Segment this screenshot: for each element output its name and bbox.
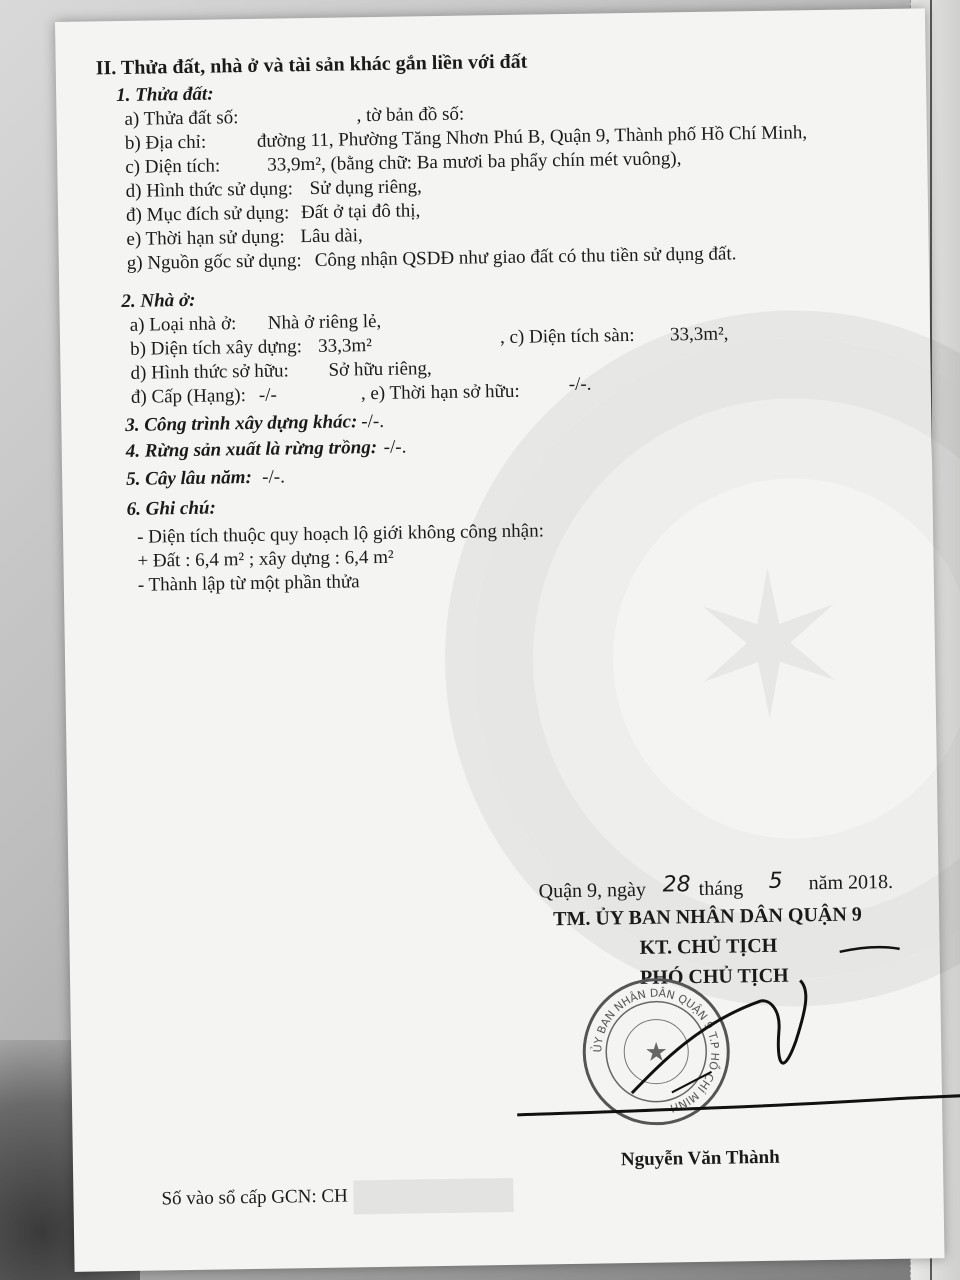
house-dd-label: đ) Cấp (Hạng): <box>130 385 247 408</box>
notes-line: + Đất : 6,4 m² ; xây dựng : 6,4 m² <box>137 546 394 572</box>
notes-line: - Thành lập từ một phần thửa <box>137 571 360 596</box>
house-dd-value: -/- <box>258 384 277 406</box>
house-heading: 2. Nhà ở: <box>121 289 196 312</box>
date-prefix: Quận 9, ngày <box>538 878 647 903</box>
redacted-registry-number <box>353 1178 514 1215</box>
house-d-label: d) Hình thức sở hữu: <box>130 360 290 384</box>
date-year: năm 2018. <box>808 870 894 895</box>
perennial-value: -/-. <box>262 466 286 488</box>
other-works-value: -/-. <box>361 410 385 433</box>
land-c-value: 33,9m², (bằng chữ: Ba mươi ba phẩy chín mét vuông), <box>267 148 682 176</box>
stamp-star-icon: ★ <box>644 1037 669 1067</box>
land-g-value: Công nhận QSDĐ như giao đất có thu tiền sử dụng đất. <box>314 243 737 271</box>
house-a-label: a) Loại nhà ở: <box>129 313 237 336</box>
house-b-value: 33,3m² <box>317 335 373 357</box>
date-month-label: tháng <box>698 877 744 900</box>
house-a-value: Nhà ở riêng lẻ, <box>267 310 382 334</box>
certificate-page <box>55 8 945 1272</box>
house-b-label: b) Diện tích xây dựng: <box>129 336 303 360</box>
land-b-value: đường 11, Phường Tăng Nhơn Phú B, Quận 9, Thành phố Hồ Chí Minh, <box>256 122 808 152</box>
notes-line: - Diện tích thuộc quy hoạch lộ giới không công nhận: <box>136 520 545 548</box>
other-works-heading: 3. Công trình xây dựng khác: <box>125 411 358 436</box>
signing-role-2: PHÓ CHỦ TỊCH <box>639 964 789 989</box>
land-dd-label: đ) Mục đích sử dụng: <box>125 202 290 226</box>
signing-role-1: KT. CHỦ TỊCH <box>639 934 778 959</box>
land-heading: 1. Thửa đất: <box>115 83 214 107</box>
forest-heading: 4. Rừng sản xuất là rừng trồng: <box>125 436 378 462</box>
land-a-value: , tờ bản đồ số: <box>356 103 465 127</box>
registry-label: Số vào sổ cấp GCN: CH <box>161 1185 348 1210</box>
land-e-label: e) Thời hạn sử dụng: <box>126 226 285 250</box>
house-e-value: -/-. <box>568 373 592 395</box>
land-dd-value: Đất ở tại đô thị, <box>300 200 421 224</box>
land-a-label: a) Thửa đất số: <box>124 107 239 130</box>
signer-name: Nguyễn Văn Thành <box>620 1146 780 1171</box>
stamp-text: ỦY BAN NHÂN DÂN QUẬN 9 T.P HỒ CHÍ MINH <box>591 986 722 1115</box>
handwritten-signature <box>510 934 960 1145</box>
land-e-value: Lâu dài, <box>300 225 363 248</box>
signing-org: TM. ỦY BAN NHÂN DÂN QUẬN 9 <box>552 903 862 931</box>
house-e-label: , e) Thời hạn sở hữu: <box>360 380 520 405</box>
land-d-label: d) Hình thức sử dụng: <box>125 178 294 202</box>
perennial-heading: 5. Cây lâu năm: <box>126 466 252 490</box>
house-c-label: , c) Diện tích sàn: <box>499 324 635 349</box>
land-g-label: g) Nguồn gốc sử dụng: <box>126 250 302 274</box>
notes-heading: 6. Ghi chú: <box>126 497 217 520</box>
section-title: II. Thửa đất, nhà ở và tài sản khác gắn liền với đất <box>95 50 528 80</box>
house-c-value: 33,3m², <box>669 323 729 346</box>
land-b-label: b) Địa chỉ: <box>124 131 207 154</box>
watermark-star-icon: ✶ <box>683 537 855 762</box>
forest-value: -/-. <box>383 436 407 458</box>
date-day: 28 <box>662 872 691 898</box>
date-month: 5 <box>768 868 783 894</box>
land-c-label: c) Diện tích: <box>125 155 221 178</box>
land-d-value: Sử dụng riêng, <box>309 176 422 200</box>
house-d-value: Sở hữu riêng, <box>328 358 432 381</box>
